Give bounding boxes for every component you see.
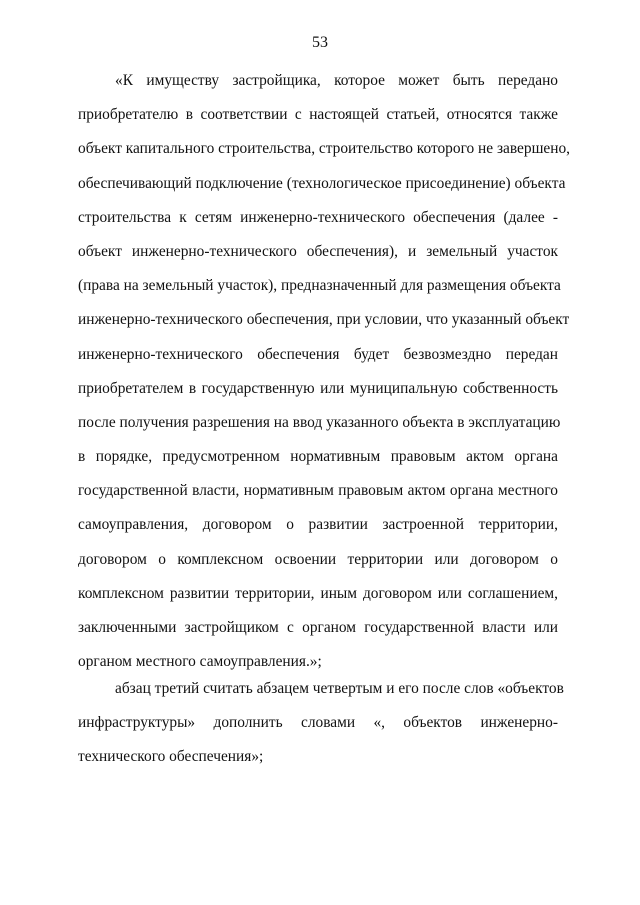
- paragraph-1: [78, 64, 571, 679]
- text-line: комплексном развитии территории, иным договором или соглашением,: [78, 584, 558, 602]
- text-line: обеспечивающий подключение (технологическое присоединение) объекта: [78, 174, 566, 192]
- text-line: абзац третий считать абзацем четвертым и его после слов «объектов: [115, 680, 564, 697]
- text-line: инженерно-технического обеспечения, при условии, что указанный объект: [78, 311, 570, 329]
- text-line: «К имуществу застройщика, которое может быть передано: [115, 72, 558, 89]
- text-line: инженерно-технического обеспечения будет безвозмездно передан: [78, 345, 558, 363]
- text-line: после получения разрешения на ввод указанного объекта в эксплуатацию: [78, 413, 561, 431]
- paragraph-2: [78, 672, 564, 775]
- text-line: государственной власти, нормативным правовым актом органа местного: [78, 482, 558, 500]
- text-line: строительства к сетям инженерно-технического обеспечения (далее -: [78, 208, 558, 226]
- text-line: приобретателю в соответствии с настоящей статьей, относятся также: [78, 106, 558, 124]
- text-line: объект капитального строительства, строительство которого не завершено,: [78, 140, 571, 158]
- text-line: (права на земельный участок), предназначенный для размещения объекта: [78, 277, 561, 295]
- text-line: заключенными застройщиком с органом государственной власти или: [78, 619, 558, 636]
- text-line: приобретателем в государственную или муниципальную собственность: [78, 379, 558, 397]
- text-line: договором о комплексном освоении территории или договором о: [78, 550, 558, 568]
- page-number: 53: [312, 34, 328, 51]
- text-line: самоуправления, договором о развитии застроенной территории,: [78, 516, 558, 534]
- text-line: инфраструктуры» дополнить словами «, объектов инженерно-: [78, 714, 558, 732]
- text-line: органом местного самоуправления.»;: [78, 653, 322, 671]
- text-line: в порядке, предусмотренном нормативным правовым актом органа: [78, 448, 558, 466]
- text-line: технического обеспечения»;: [78, 748, 264, 766]
- text-line: объект инженерно-технического обеспечения), и земельный участок: [78, 242, 558, 260]
